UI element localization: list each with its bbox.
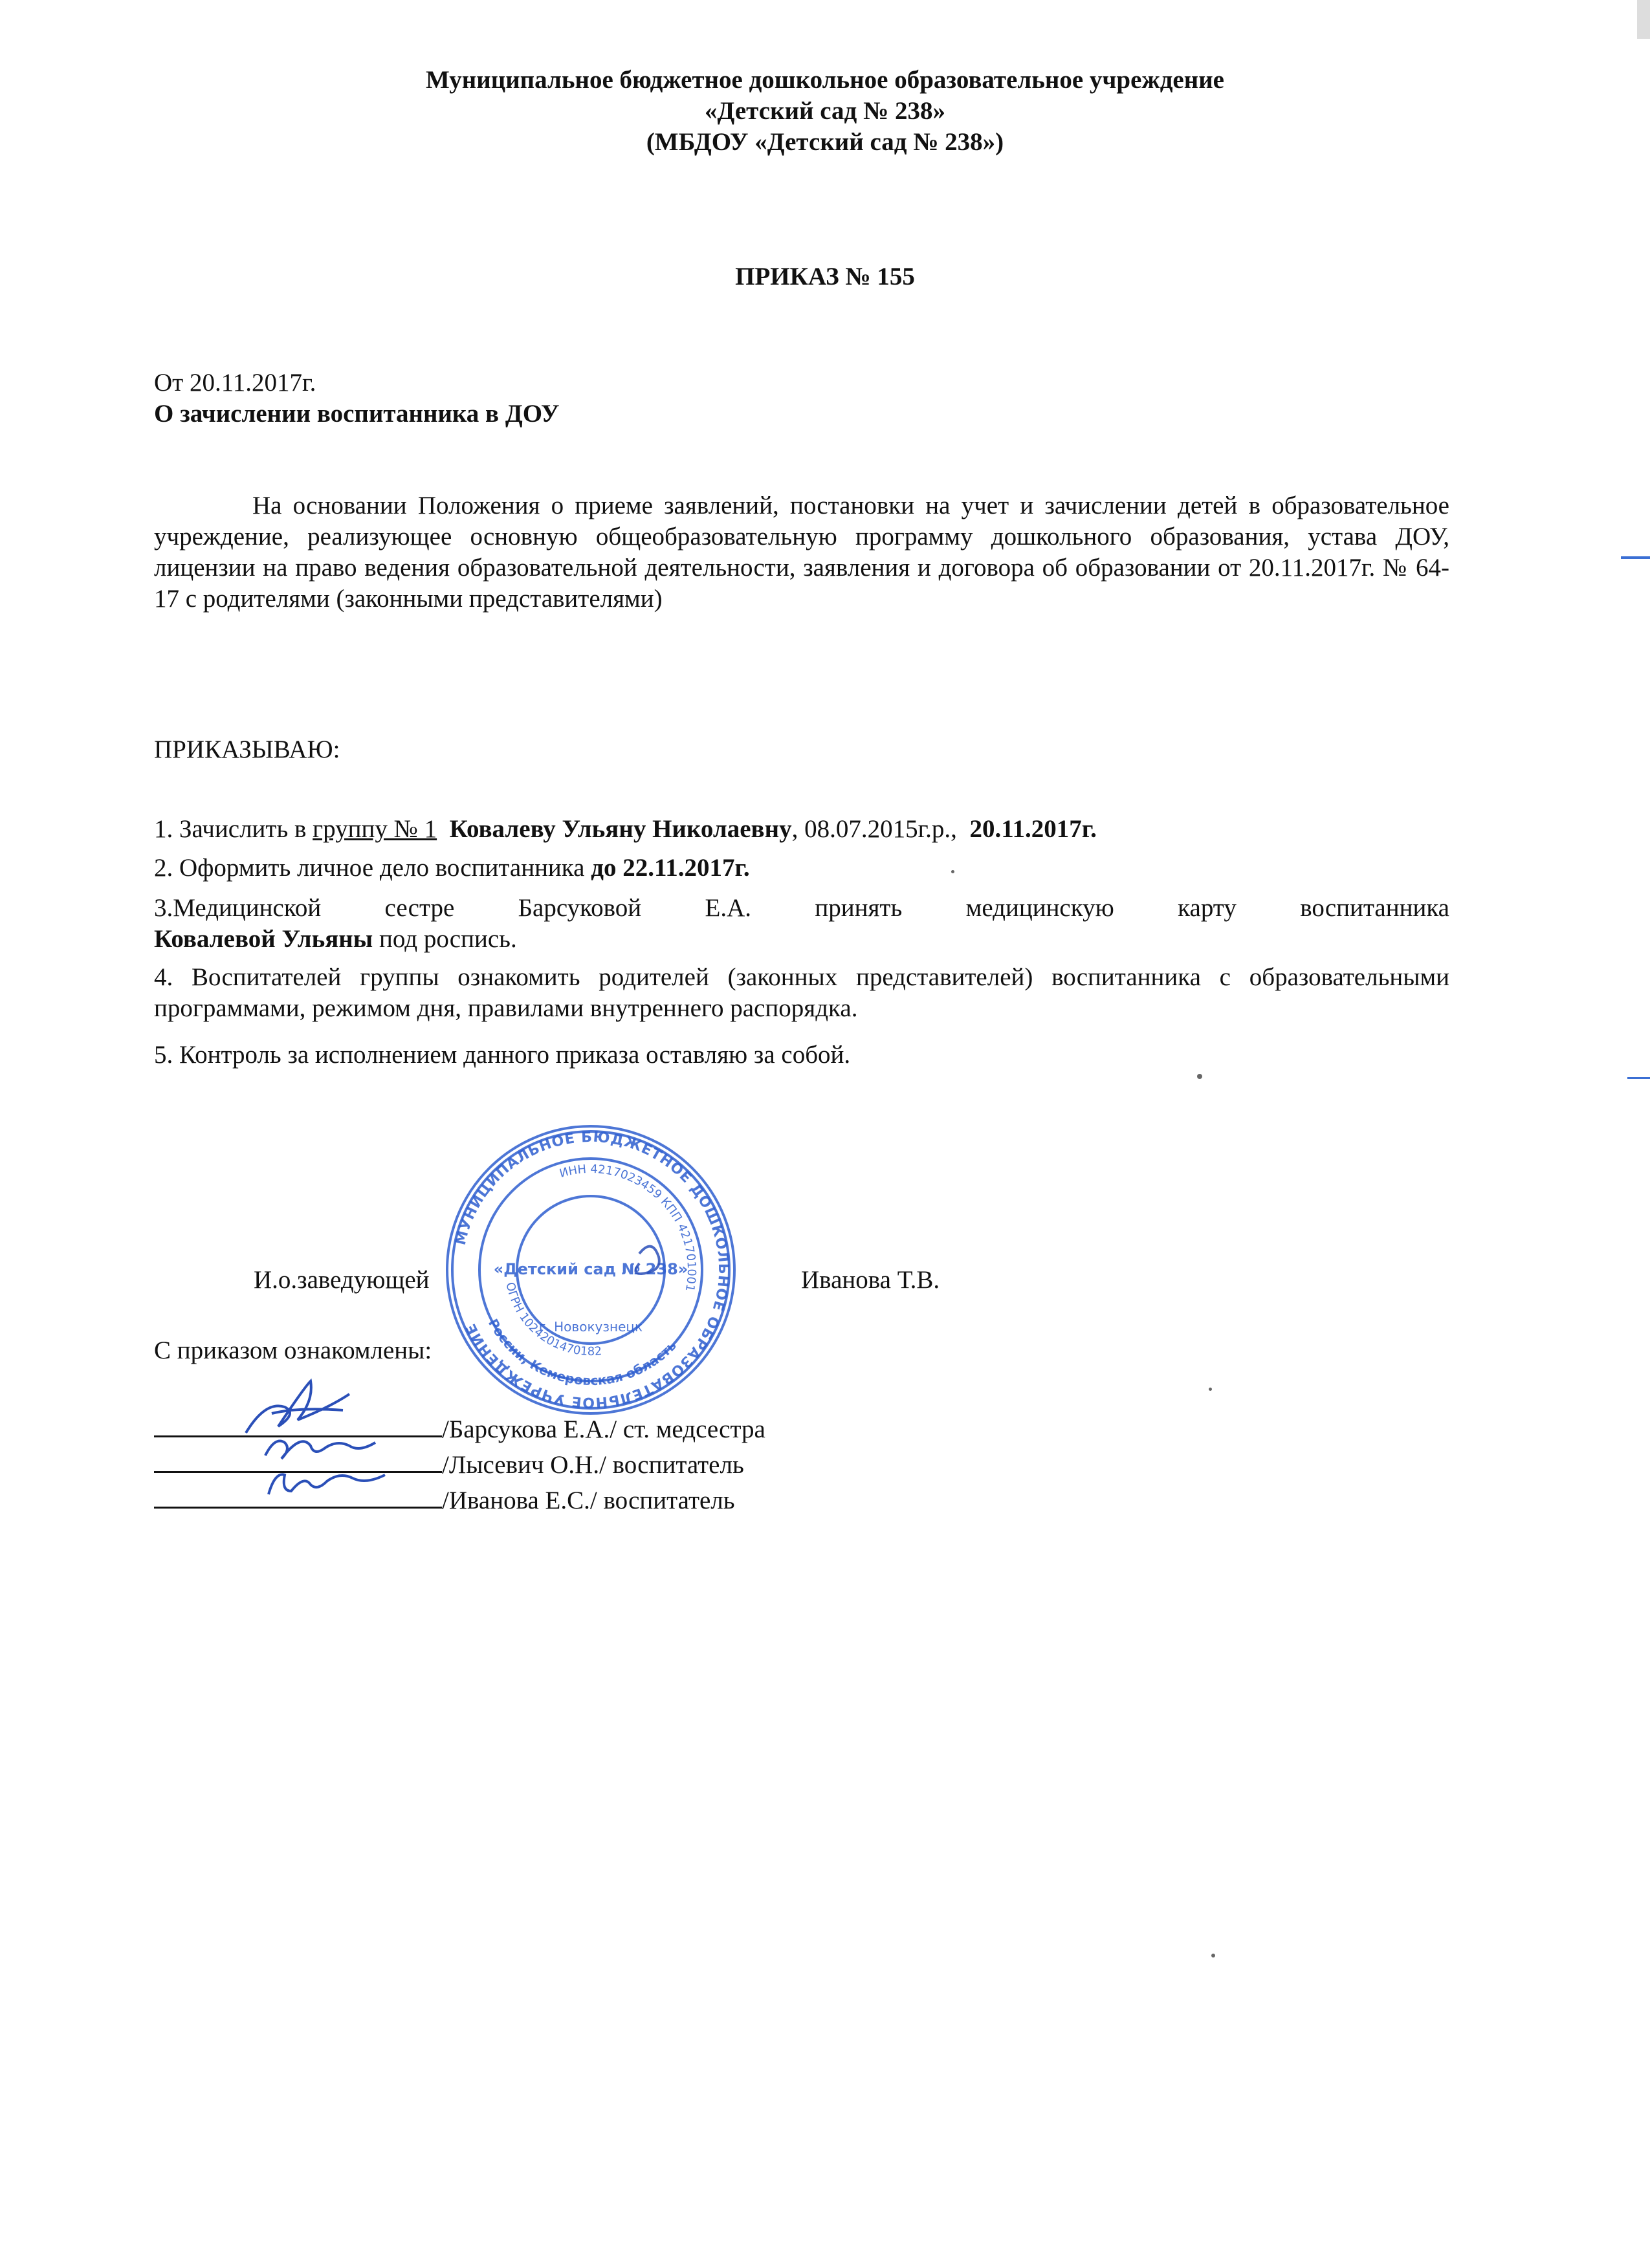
- handwritten-signature: [259, 1456, 395, 1507]
- scan-speck: [951, 870, 954, 873]
- seal-region: России, Кемеровская область: [485, 1316, 679, 1389]
- signatory-name: Иванова Т.В.: [801, 1266, 940, 1294]
- acknowledge-name: /Лысевич О.Н./ воспитатель: [442, 1451, 744, 1479]
- organization-seal: [445, 1124, 736, 1415]
- order-title: ПРИКАЗ № 155: [735, 263, 915, 290]
- order-subject: О зачислении воспитанника в ДОУ: [154, 400, 560, 428]
- seal-city: г. Новокузнецк: [538, 1319, 643, 1335]
- org-name-line: Муниципальное бюджетное дошкольное образовательное учреждение: [425, 66, 1224, 94]
- acknowledge-name: /Иванова Е.С./ воспитатель: [442, 1487, 735, 1514]
- acknowledge-label: С приказом ознакомлены:: [154, 1336, 432, 1364]
- order-date: От 20.11.2017г.: [154, 369, 316, 397]
- scan-speck: [1209, 1388, 1212, 1391]
- order-basis: На основании Положения о приеме заявлений, постановки на учет и зачислении детей в образовательное учреждение, реализующее основную общеобразовательную программу дошкольного образования, устава ДОУ, лицензии на право ведения образовательной деятельности, заявления и договора об образовании от 20.11.2017г. № 64-17 с родителями (законными представителями): [154, 492, 1449, 613]
- org-short-name: «Детский сад № 238»: [705, 97, 945, 125]
- seal-ogrn: ОГРН 1024201470182: [503, 1281, 603, 1359]
- item-2: [154, 853, 750, 884]
- scan-edge-mark: [1637, 0, 1650, 39]
- item-2-prefix: 2. Оформить личное дело воспитанника: [154, 854, 591, 882]
- item-4: 4. Воспитателей группы ознакомить родителей (законных представителей) воспитанника с образовательными программами, режимом дня, правилами внутреннего распорядка.: [154, 963, 1449, 1022]
- item-1: [154, 814, 1097, 845]
- item-3-continuation: [154, 924, 517, 955]
- item-2-deadline: до 22.11.2017г.: [591, 854, 750, 882]
- item-5: 5. Контроль за исполнением данного приказа оставляю за собой.: [154, 1041, 851, 1069]
- acknowledge-name: /Барсукова Е.А./ ст. медсестра: [442, 1415, 765, 1443]
- order-word: ПРИКАЗЫВАЮ:: [154, 736, 340, 763]
- scan-speck: [1211, 1954, 1215, 1957]
- scan-edge-mark: [1621, 556, 1650, 559]
- acknowledge-row: [154, 1448, 744, 1481]
- seal-inn: ИНН 4217023459 КПП 421701001: [558, 1162, 699, 1293]
- acknowledge-row: [154, 1483, 735, 1516]
- item-3-suffix: под роспись.: [373, 925, 517, 953]
- item-1-date: 20.11.2017г.: [969, 815, 1097, 843]
- item-3-child-name: Ковалевой Ульяны: [154, 925, 373, 953]
- scan-speck: [1197, 1074, 1202, 1079]
- item-1-child-name: Ковалеву Ульяну Николаевну: [449, 815, 792, 843]
- item-1-prefix: 1. Зачислить в: [154, 815, 313, 843]
- seal-outer-text: МУНИЦИПАЛЬНОЕ БЮДЖЕТНОЕ ДОШКОЛЬНОЕ ОБРАЗОВАТЕЛЬНОЕ УЧРЕЖДЕНИЕ: [452, 1129, 732, 1411]
- item-3-line: 3.Медицинской сестре Барсуковой Е.А. принять медицинскую карту воспитанника: [154, 894, 1449, 922]
- scan-edge-mark: [1627, 1077, 1650, 1079]
- item-1-group: группу № 1: [313, 815, 437, 843]
- seal-center-text: «Детский сад № 238»: [493, 1260, 688, 1278]
- signatory-position: И.о.заведующей: [254, 1266, 430, 1294]
- item-1-birth: , 08.07.2015г.р.,: [791, 815, 957, 843]
- org-abbreviation: (МБДОУ «Детский сад № 238»): [646, 128, 1004, 156]
